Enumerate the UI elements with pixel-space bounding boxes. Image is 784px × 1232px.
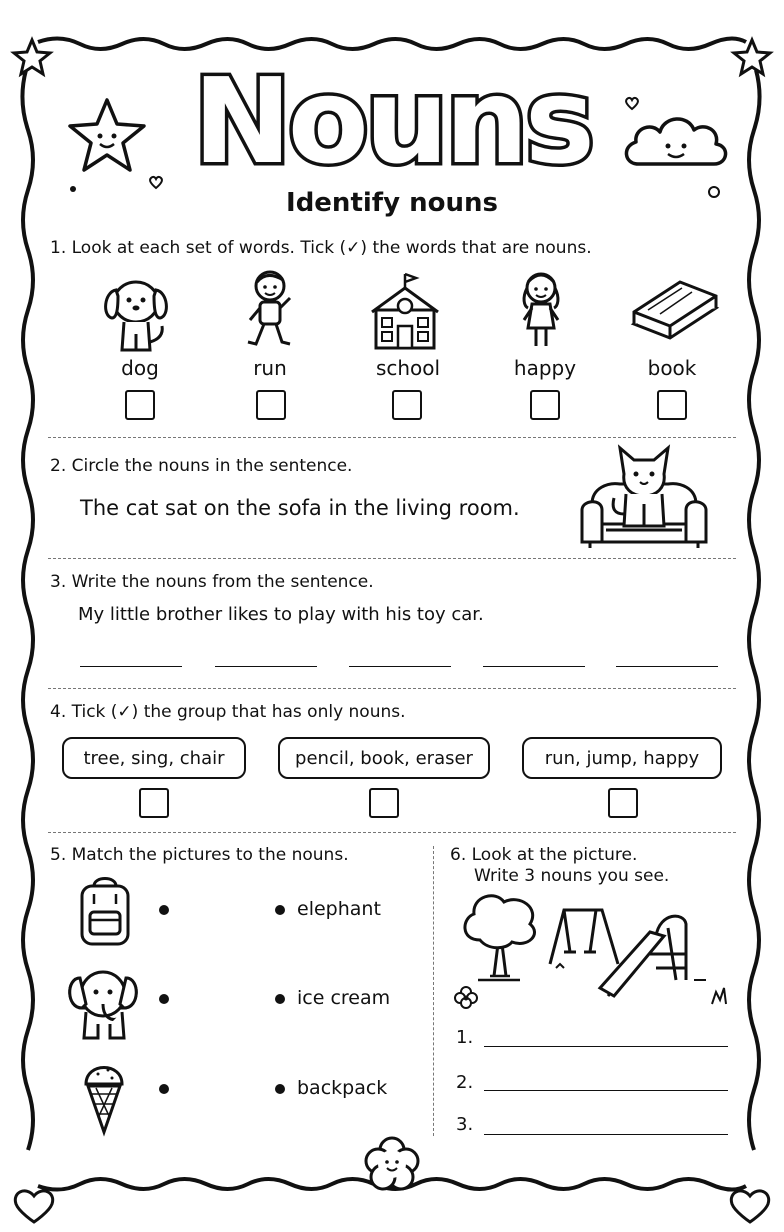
match-dot-left[interactable]: [159, 994, 169, 1004]
match-dot-right[interactable]: [275, 1084, 285, 1094]
question-2-sentence[interactable]: The cat sat on the sofa in the living room.: [80, 496, 520, 520]
answer-blank[interactable]: [349, 666, 451, 667]
checkbox-group-1[interactable]: [139, 788, 169, 818]
book-icon: [630, 272, 720, 344]
answer-line[interactable]: [484, 1090, 728, 1091]
match-dot-left[interactable]: [159, 905, 169, 915]
checkbox-run[interactable]: [256, 390, 286, 420]
match-noun: elephant: [297, 898, 381, 920]
word-option: run: [253, 356, 287, 380]
girl-icon: [516, 268, 566, 352]
checkbox-dog[interactable]: [125, 390, 155, 420]
section-divider: [48, 437, 736, 438]
cat-on-sofa-icon: [578, 444, 710, 552]
answer-number: 2.: [456, 1072, 474, 1093]
section-divider: [48, 832, 736, 833]
group-option: pencil, book, eraser: [278, 737, 490, 779]
question-2-prompt: 2. Circle the nouns in the sentence.: [50, 456, 353, 476]
match-dot-left[interactable]: [159, 1084, 169, 1094]
word-option: book: [647, 356, 697, 380]
question-3-sentence: My little brother likes to play with his toy car.: [78, 604, 484, 625]
answer-blank[interactable]: [215, 666, 317, 667]
question-4-prompt: 4. Tick (✓) the group that has only nouns.: [50, 702, 406, 722]
word-option: happy: [513, 356, 577, 380]
question-3-prompt: 3. Write the nouns from the sentence.: [50, 572, 374, 592]
match-noun: backpack: [297, 1077, 388, 1099]
match-dot-right[interactable]: [275, 994, 285, 1004]
question-5-prompt: 5. Match the pictures to the nouns.: [50, 845, 349, 865]
section-divider: [48, 688, 736, 689]
column-divider: [433, 846, 434, 1136]
checkbox-book[interactable]: [657, 390, 687, 420]
match-dot-right[interactable]: [275, 905, 285, 915]
question-6-instruction: Write 3 nouns you see.: [474, 866, 670, 886]
dog-icon: [96, 272, 176, 354]
group-option: run, jump, happy: [522, 737, 722, 779]
checkbox-happy[interactable]: [530, 390, 560, 420]
question-6-prompt: 6. Look at the picture.: [450, 845, 638, 865]
backpack-icon: [76, 874, 134, 948]
answer-blank[interactable]: [616, 666, 718, 667]
answer-line[interactable]: [484, 1134, 728, 1135]
question-1-prompt: 1. Look at each set of words. Tick (✓) the words that are nouns.: [50, 238, 592, 258]
cloud-icon: [620, 108, 732, 172]
answer-number: 3.: [456, 1114, 474, 1135]
elephant-icon: [66, 964, 140, 1042]
running-boy-icon: [244, 268, 294, 352]
answer-blank[interactable]: [483, 666, 585, 667]
section-divider: [48, 558, 736, 559]
word-option: dog: [121, 356, 159, 380]
answer-number: 1.: [456, 1027, 474, 1048]
star-icon: [62, 96, 152, 176]
ice-cream-icon: [82, 1058, 126, 1134]
page-title: [180, 50, 604, 180]
match-noun: ice cream: [297, 987, 391, 1009]
svg-text:Nouns: Nouns: [192, 52, 592, 180]
checkbox-group-2[interactable]: [369, 788, 399, 818]
word-option: school: [375, 356, 441, 380]
page-subtitle: Identify nouns: [286, 188, 498, 218]
checkbox-school[interactable]: [392, 390, 422, 420]
playground-icon: [450, 888, 734, 1012]
heart-icon: [624, 95, 640, 111]
checkbox-group-3[interactable]: [608, 788, 638, 818]
group-option: tree, sing, chair: [62, 737, 246, 779]
answer-blank[interactable]: [80, 666, 182, 667]
answer-line[interactable]: [484, 1046, 728, 1047]
school-icon: [368, 272, 442, 350]
